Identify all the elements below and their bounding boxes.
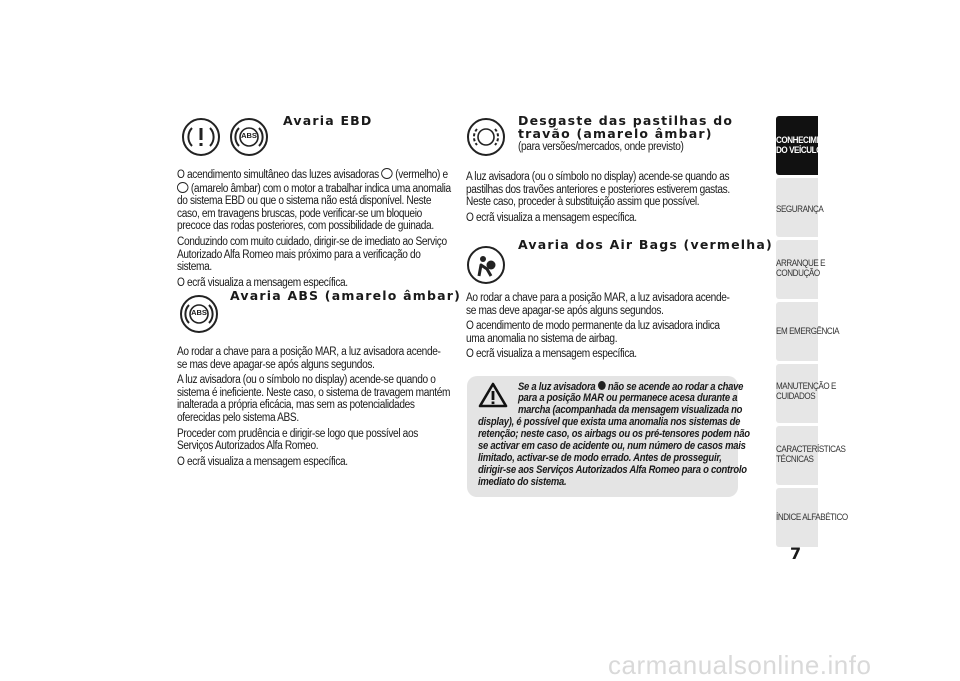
page-number: 7 [790,544,802,563]
inline-abs-icon [177,182,188,193]
warning-line-3: marcha (acompanhada da mensagem visualizada no [518,404,743,416]
tab-manutencao-line-2: CUIDADOS [776,391,816,402]
warning-line-1a: Se a luz avisadora [518,381,596,393]
brake-pads-heading-line-2: travão (amarelo âmbar) [518,126,713,141]
abs-icon-label: ABS [241,131,257,140]
airbag-icon [467,246,505,284]
tab-conhecimento-line-1: CONHECIMENTO [776,135,838,146]
ebd-paragraph-1 [177,168,452,233]
tab-arranque-line-1: ARRANQUE E [776,258,826,269]
airbag-section [466,292,771,364]
abs-paragraph-3: Proceder com prudência e dirigir-se logo que possível aos Serviços Autorizados Alfa Romeo. [177,427,418,453]
brake-pads-heading [518,114,733,140]
tab-seguranca[interactable] [776,201,822,260]
abs-warning-icon-label: ABS [191,308,207,317]
warning-line-2: para a posição MAR ou permanece acesa durante a [518,392,738,404]
watermark: carmanualsonline.info [608,650,872,680]
warning-line-1b: não se acende ao rodar a chave [607,381,744,393]
abs-paragraph-2: A luz avisadora (ou o símbolo no display) acende-se quando o sistema é ineficiente. Neste caso, o sistema de travagem mantém inalterada a própria eficácia, mas sem as potencialidades oferecidas pelo sistema ABS. [177,374,451,424]
brake-pads-paragraph-1: A luz avisadora (ou o símbolo no display) acende-se quando as pastilhas dos travões anteriores e posteriores estiverem gastas. Neste caso, proceder à substituição assim que possível. [466,171,730,209]
brake-pads-icon [467,118,505,156]
tab-emergencia[interactable] [776,323,840,382]
ebd-p1-text-c: (amarelo âmbar) com o motor a trabalhar indica uma anomalia do sistema EBD ou que o sistema não está disponível. Neste caso, em travagens bruscas, pode verificar-se um bloqueio precoce das rodas posteriores, com possibilidade de guinada. [177,182,451,233]
abs-heading: Avaria ABS (amarelo âmbar) [230,288,461,303]
inline-warning-icon [381,168,392,179]
abs-paragraph-1: Ao rodar a chave para a posição MAR, a luz avisadora acende-se mas deve apagar-se após alguns segundos. [177,346,441,371]
brake-pads-paragraph-2: O ecrã visualiza a mensagem específica. [466,211,637,224]
inline-airbag-icon [598,381,606,390]
airbag-heading: Avaria dos Air Bags (vermelha) [518,237,773,252]
ebd-p1-text-b: (vermelho) e [395,169,448,181]
ebd-p1-text-a: O acendimento simultâneo das luzes avisadoras [177,169,379,181]
ebd-heading: Avaria EBD [283,113,373,128]
warning-line-4: display), é possível que exista uma anomalia nos sistemas de [478,416,741,428]
ebd-warning-icon [182,118,220,156]
tab-seguranca-label: SEGURANÇA [776,204,824,215]
airbag-paragraph-1: Ao rodar a chave para a posição MAR, a luz avisadora acende-se mas deve apagar-se após alguns segundos. [466,292,730,317]
tab-emergencia-label: EM EMERGÊNCIA [776,326,840,337]
tab-manutencao[interactable] [776,378,836,437]
warning-line-5: retenção; neste caso, os airbags ou os pré-tensores podem não [478,428,750,440]
brake-pads-subtitle: (para versões/mercados, onde previsto) [518,141,684,153]
warning-line-9: imediato do sistema. [478,476,567,488]
tab-arranque-line-2: CONDUÇÃO [776,268,820,279]
warning-line-8: dirigir-se aos Serviços Autorizados Alfa Romeo para o controlo [478,464,747,476]
tab-manutencao-line-1: MANUTENÇÃO E [776,381,836,392]
tab-caracteristicas-line-2: TÉCNICAS [776,454,814,465]
airbag-paragraph-3: O ecrã visualiza a mensagem específica. [466,348,637,361]
tab-caracteristicas-line-1: CARACTERÍSTICAS [776,444,846,455]
tab-conhecimento-line-2: DO VEÍCULO [776,145,823,156]
ebd-section [177,168,495,292]
abs-icon [230,118,268,156]
tab-conhecimento[interactable] [776,132,838,191]
tab-caracteristicas[interactable] [776,441,846,500]
warning-triangle-icon [478,382,508,408]
tab-indice-label: ÍNDICE ALFABÉTICO [776,512,848,523]
ebd-paragraph-2: Conduzindo com muito cuidado, dirigir-se de imediato ao Serviço Autorizado Alfa Romeo mais próximo para a verificação do sistema. [177,235,447,274]
brake-pads-heading-line-1: Desgaste das pastilhas do [518,113,734,128]
abs-section [177,346,493,471]
warning-line-6: se activar em caso de acidente ou, num número de casos mais [478,440,746,452]
tab-arranque[interactable] [776,255,826,314]
airbag-paragraph-2: O acendimento de modo permanente da luz avisadora indica uma anomalia no sistema de airbag. [466,320,720,345]
ebd-paragraph-3: O ecrã visualiza a mensagem específica. [177,276,348,289]
abs-warning-icon [180,295,218,333]
brake-pads-section [466,171,784,227]
warning-line-7: limitado, activar-se de modo errado. Antes de prosseguir, [478,452,722,464]
abs-paragraph-4: O ecrã visualiza a mensagem específica. [177,455,348,468]
